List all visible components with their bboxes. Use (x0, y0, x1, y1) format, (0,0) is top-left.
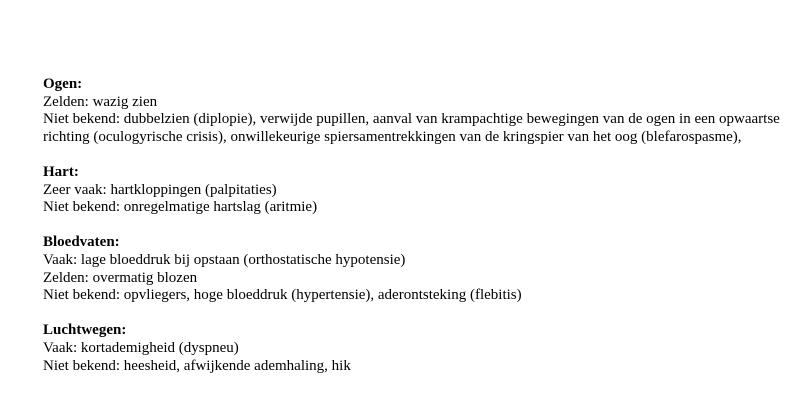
section-bloedvaten (43, 234, 783, 304)
section-line: Zelden: overmatig blozen (43, 269, 198, 286)
section-heading: Hart: (43, 163, 79, 180)
section-ogen (43, 76, 783, 146)
section-heading: Ogen: (43, 76, 83, 92)
section-line: Niet bekend: onregelmatige hartslag (aritmie) (43, 199, 318, 216)
section-line: Niet bekend: opvliegers, hoge bloeddruk (hypertensie), aderontsteking (flebitis) (43, 287, 522, 304)
document-page (43, 76, 783, 393)
section-luchtwegen (43, 322, 783, 375)
section-heading: Luchtwegen: (43, 322, 127, 339)
section-line: Niet bekend: dubbelzien (diplopie), verwijde pupillen, aanval van krampachtige bewegingen van de ogen in een opwaartse richting (oculogyrische crisis), onwillekeurige spiersamentrekkingen van de kringspier van het oog (blefarospasme), (43, 111, 780, 145)
section-line: Vaak: lage bloeddruk bij opstaan (orthostatische hypotensie) (43, 251, 406, 268)
section-line: Zeer vaak: hartkloppingen (palpitaties) (43, 181, 277, 198)
section-line: Vaak: kortademigheid (dyspneu) (43, 339, 239, 356)
section-hart (43, 164, 783, 217)
section-heading: Bloedvaten: (43, 234, 120, 251)
section-line: Niet bekend: heesheid, afwijkende ademhaling, hik (43, 357, 351, 374)
section-line: Zelden: wazig zien (43, 93, 158, 110)
